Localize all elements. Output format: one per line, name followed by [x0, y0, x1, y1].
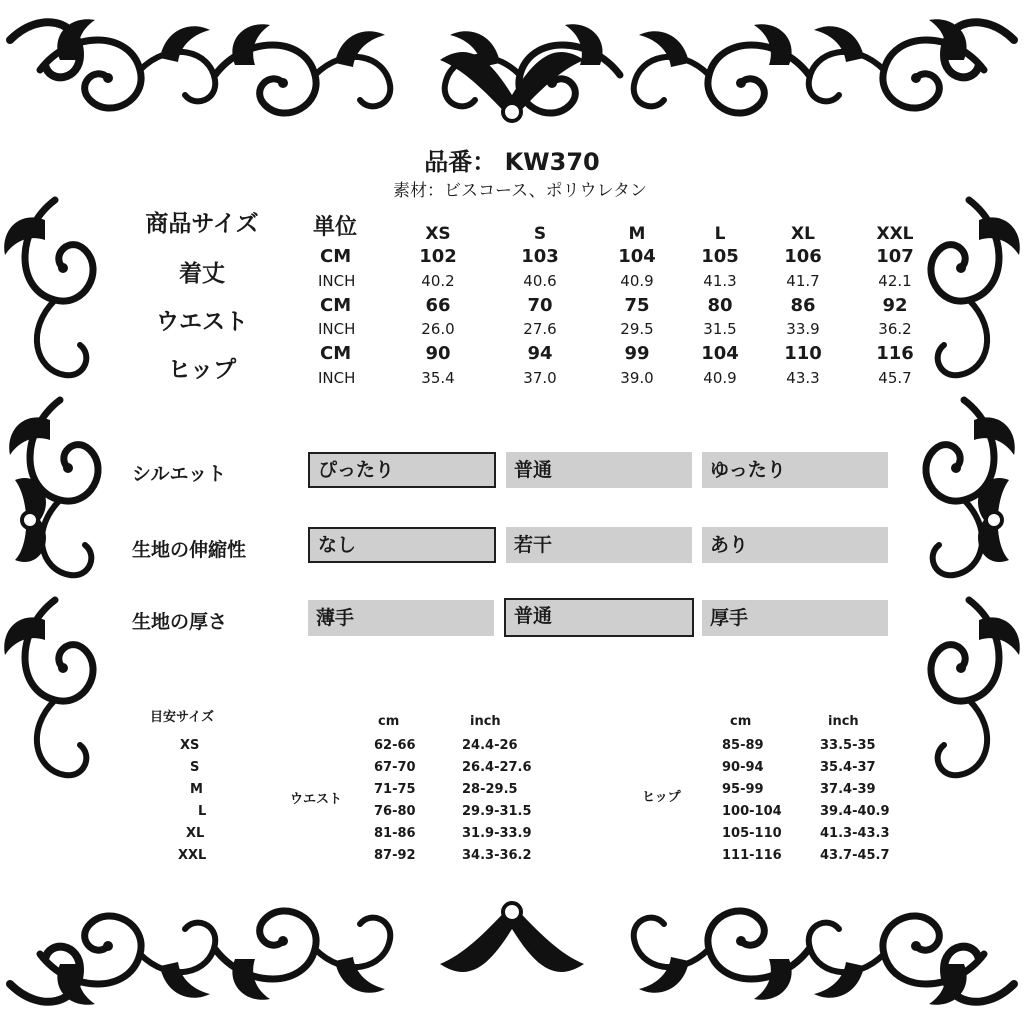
table-cell: 107	[876, 246, 914, 267]
guide-waist-cm-header: cm	[378, 714, 400, 729]
row-label-waist: ウエスト	[156, 309, 248, 335]
unit-header: 単位	[313, 215, 358, 240]
guide-cell: 76-80	[374, 804, 416, 819]
guide-cell: 105-110	[722, 826, 782, 841]
table-cell: 104	[701, 343, 739, 364]
guide-size: L	[198, 804, 207, 819]
guide-cell: 24.4-26	[462, 738, 518, 753]
table-cell: 99	[624, 343, 650, 364]
guide-cell: 39.4-40.9	[820, 804, 890, 819]
row-label-length: 着丈	[179, 261, 225, 287]
option-fit-loose: ゆったり	[702, 452, 888, 488]
table-cell: 94	[527, 343, 553, 364]
guide-cell: 35.4-37	[820, 760, 876, 775]
table-cell: 70	[527, 295, 553, 316]
table-cell: 110	[784, 343, 822, 364]
guide-size: M	[190, 782, 203, 797]
guide-cell: 28-29.5	[462, 782, 518, 797]
table-cell: 40.9	[620, 272, 654, 290]
table-cell: 27.6	[523, 320, 557, 338]
table-cell: 29.5	[620, 320, 654, 338]
attribute-label-stretch: 生地の伸縮性	[132, 539, 247, 561]
guide-cell: 29.9-31.5	[462, 804, 532, 819]
size-header-s: S	[533, 224, 547, 244]
option-stretch-yes: あり	[702, 527, 888, 563]
table-cell: 66	[425, 295, 451, 316]
table-cell: 86	[790, 295, 816, 316]
guide-cell: 41.3-43.3	[820, 826, 890, 841]
unit-inch: INCH	[318, 369, 356, 387]
guide-hip-inch-header: inch	[828, 714, 859, 729]
guide-cell: 100-104	[722, 804, 782, 819]
row-label-hip: ヒップ	[167, 357, 237, 383]
table-cell: 45.7	[878, 369, 912, 387]
attribute-label-silhouette: シルエット	[132, 463, 227, 485]
table-cell: 41.3	[703, 272, 737, 290]
size-header-xl: XL	[791, 224, 815, 244]
product-code-title: 品番： KW370	[424, 148, 600, 176]
unit-cm: CM	[320, 295, 352, 316]
table-cell: 90	[425, 343, 451, 364]
table-cell: 75	[624, 295, 650, 316]
guide-cell: 87-92	[374, 848, 416, 863]
guide-size: S	[190, 760, 200, 775]
size-table-corner-label: 商品サイズ	[145, 211, 259, 237]
guide-cell: 71-75	[374, 782, 416, 797]
table-cell: 40.2	[421, 272, 455, 290]
option-stretch-none-selected: なし	[308, 527, 496, 563]
option-stretch-slight: 若干	[506, 527, 692, 563]
table-cell: 31.5	[703, 320, 737, 338]
table-cell: 116	[876, 343, 914, 364]
guide-cell: 43.7-45.7	[820, 848, 890, 863]
guide-cell: 85-89	[722, 738, 764, 753]
guide-cell: 26.4-27.6	[462, 760, 532, 775]
option-thickness-regular-selected: 普通	[504, 598, 694, 637]
guide-size: XXL	[178, 848, 207, 863]
guide-cell: 31.9-33.9	[462, 826, 532, 841]
attribute-label-thickness: 生地の厚さ	[132, 611, 228, 633]
table-cell: 39.0	[620, 369, 654, 387]
guide-cell: 95-99	[722, 782, 764, 797]
guide-hip-cm-header: cm	[730, 714, 752, 729]
table-cell: 35.4	[421, 369, 455, 387]
unit-inch: INCH	[318, 272, 356, 290]
table-cell: 40.9	[703, 369, 737, 387]
option-thickness-thin: 薄手	[308, 600, 494, 636]
table-cell: 42.1	[878, 272, 912, 290]
guide-cell: 34.3-36.2	[462, 848, 532, 863]
guide-size: XL	[186, 826, 205, 841]
size-header-xxl: XXL	[876, 224, 914, 244]
table-cell: 106	[784, 246, 822, 267]
unit-cm: CM	[320, 246, 352, 267]
guide-cell: 67-70	[374, 760, 416, 775]
guide-hip-label: ヒップ	[642, 790, 681, 805]
unit-inch: INCH	[318, 320, 356, 338]
guide-cell: 111-116	[722, 848, 782, 863]
table-cell: 103	[521, 246, 559, 267]
option-fit-regular: 普通	[506, 452, 692, 488]
table-cell: 102	[419, 246, 457, 267]
option-fit-tight-selected: ぴったり	[308, 452, 496, 488]
table-cell: 80	[707, 295, 733, 316]
option-thickness-thick: 厚手	[702, 600, 888, 636]
material-text: 素材：ビスコース、ポリウレタン	[393, 181, 647, 201]
guide-waist-inch-header: inch	[470, 714, 501, 729]
guide-cell: 33.5-35	[820, 738, 876, 753]
guide-cell: 90-94	[722, 760, 764, 775]
guide-cell: 37.4-39	[820, 782, 876, 797]
size-header-m: M	[628, 224, 646, 244]
table-cell: 33.9	[786, 320, 820, 338]
table-cell: 36.2	[878, 320, 912, 338]
size-header-l: L	[714, 224, 726, 244]
table-cell: 41.7	[786, 272, 820, 290]
table-cell: 104	[618, 246, 656, 267]
table-cell: 26.0	[421, 320, 455, 338]
guide-size: XS	[180, 738, 200, 753]
guide-cell: 81-86	[374, 826, 416, 841]
unit-cm: CM	[320, 343, 352, 364]
table-cell: 37.0	[523, 369, 557, 387]
table-cell: 105	[701, 246, 739, 267]
guide-cell: 62-66	[374, 738, 416, 753]
table-cell: 92	[882, 295, 908, 316]
table-cell: 43.3	[786, 369, 820, 387]
guide-title: 目安サイズ	[150, 710, 214, 725]
guide-waist-label: ウエスト	[290, 792, 343, 807]
table-cell: 40.6	[523, 272, 557, 290]
size-header-xs: XS	[425, 224, 451, 244]
